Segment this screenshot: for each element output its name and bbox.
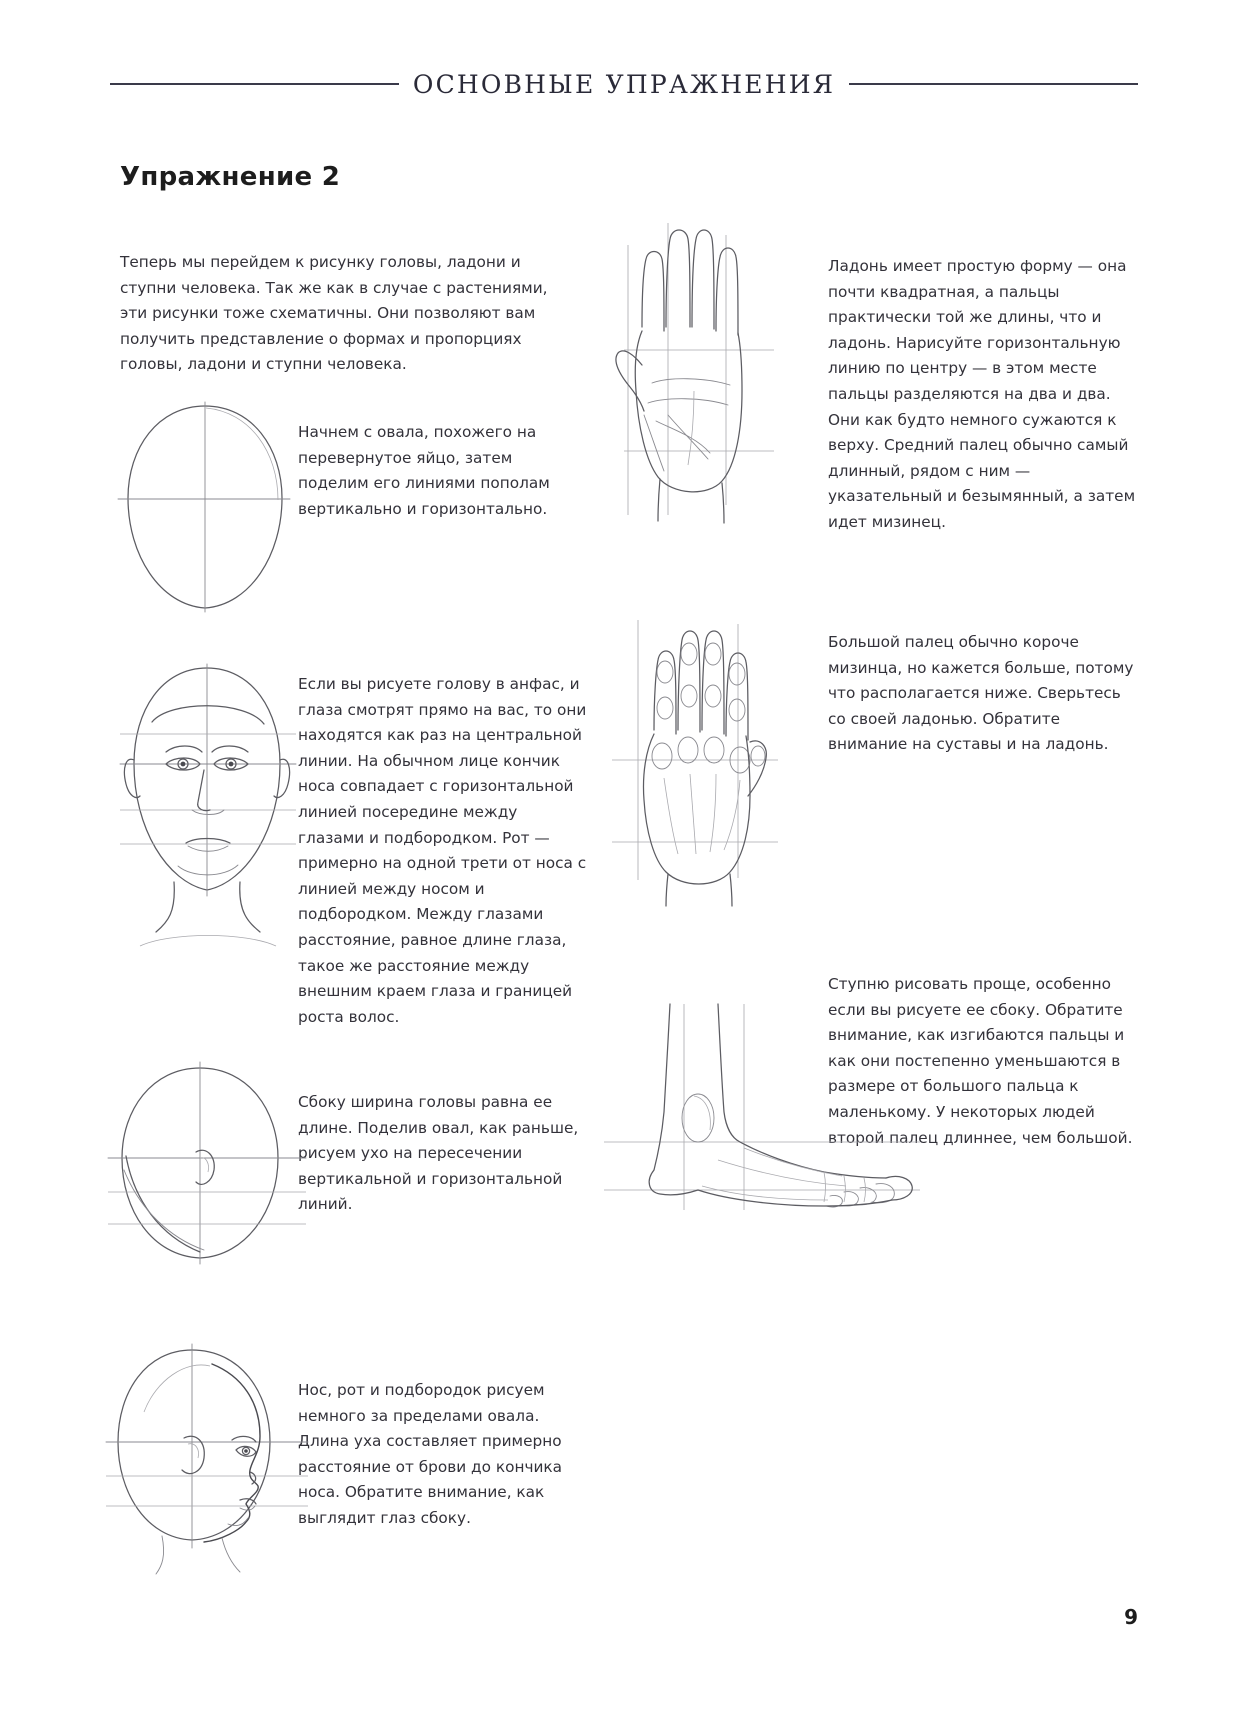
figure-front-face <box>100 660 315 990</box>
figure-head-oval <box>110 400 300 615</box>
paragraph-palm: Ладонь имеет простую форму — она почти квадратная, а пальцы практически той же длины, что и ладонь. Нарисуйте горизонтальную линию по центру — в этом месте пальцы разделяются на два и два. Они как будто немного сужаются к верху. Средний палец обычно самый длинный, рядом с ним — указательный и безымянный, а затем идет мизинец. <box>828 257 1136 531</box>
running-head <box>110 64 1138 104</box>
figure-hand-back-joints <box>598 610 788 910</box>
header-rule-right <box>849 83 1138 85</box>
figure-hand-palm <box>598 215 788 545</box>
paragraph-face: Если вы рисуете голову в анфас, и глаза смотрят прямо на вас, то они находятся как раз на центральной линии. На обычном лице кончик носа совпадает с горизонтальной линией посередине между глазами и подбородком. Рот — примерно на одной трети от носа с линией между носом и подбородком. Между глазами расстояние, равное длине глаза, такое же расстояние между внешним краем глаза и границей роста волос. <box>298 675 587 1026</box>
paragraph-thumb: Большой палец обычно короче мизинца, но кажется больше, потому что располагается ниже. Сверьтесь со своей ладонью. Обратите внимание на суставы и на ладонь. <box>828 633 1134 754</box>
figure-foot-side <box>598 1000 928 1230</box>
paragraph-oval: Начнем с овала, похожего на перевернутое яйцо, затем поделим его линиями пополам вертикально и горизонтально. <box>298 423 550 518</box>
paragraph-intro: Теперь мы перейдем к рисунку головы, ладони и ступни человека. Так же как в случае с растениями, эти рисунки тоже схематичны. Они позволяют вам получить представление о формах и пропорциях головы, ладони и ступни человека. <box>120 253 548 374</box>
figure-profile-head <box>100 1340 315 1580</box>
paragraph-side-head: Сбоку ширина головы равна ее длине. Поделив овал, как раньше, рисуем ухо на пересечении вертикальной и горизонтальной линий. <box>298 1093 579 1214</box>
page-number: 9 <box>1124 1605 1138 1629</box>
paragraph-foot: Ступню рисовать проще, особенно если вы рисуете ее сбоку. Обратите внимание, как изгибаются пальцы и как они постепенно уменьшаются в размере от большого пальца к маленькому. У некоторых людей второй палец длиннее, чем большой. <box>828 975 1133 1147</box>
running-title: ОСНОВНЫЕ УПРАЖНЕНИЯ <box>412 69 836 99</box>
paragraph-profile: Нос, рот и подбородок рисуем немного за пределами овала. Длина уха составляет примерно расстояние от брови до кончика носа. Обратите внимание, как выглядит глаз сбоку. <box>298 1381 563 1527</box>
section-title: Упражнение 2 <box>120 162 341 192</box>
figure-side-head <box>100 1060 315 1275</box>
header-rule-left <box>110 83 399 85</box>
